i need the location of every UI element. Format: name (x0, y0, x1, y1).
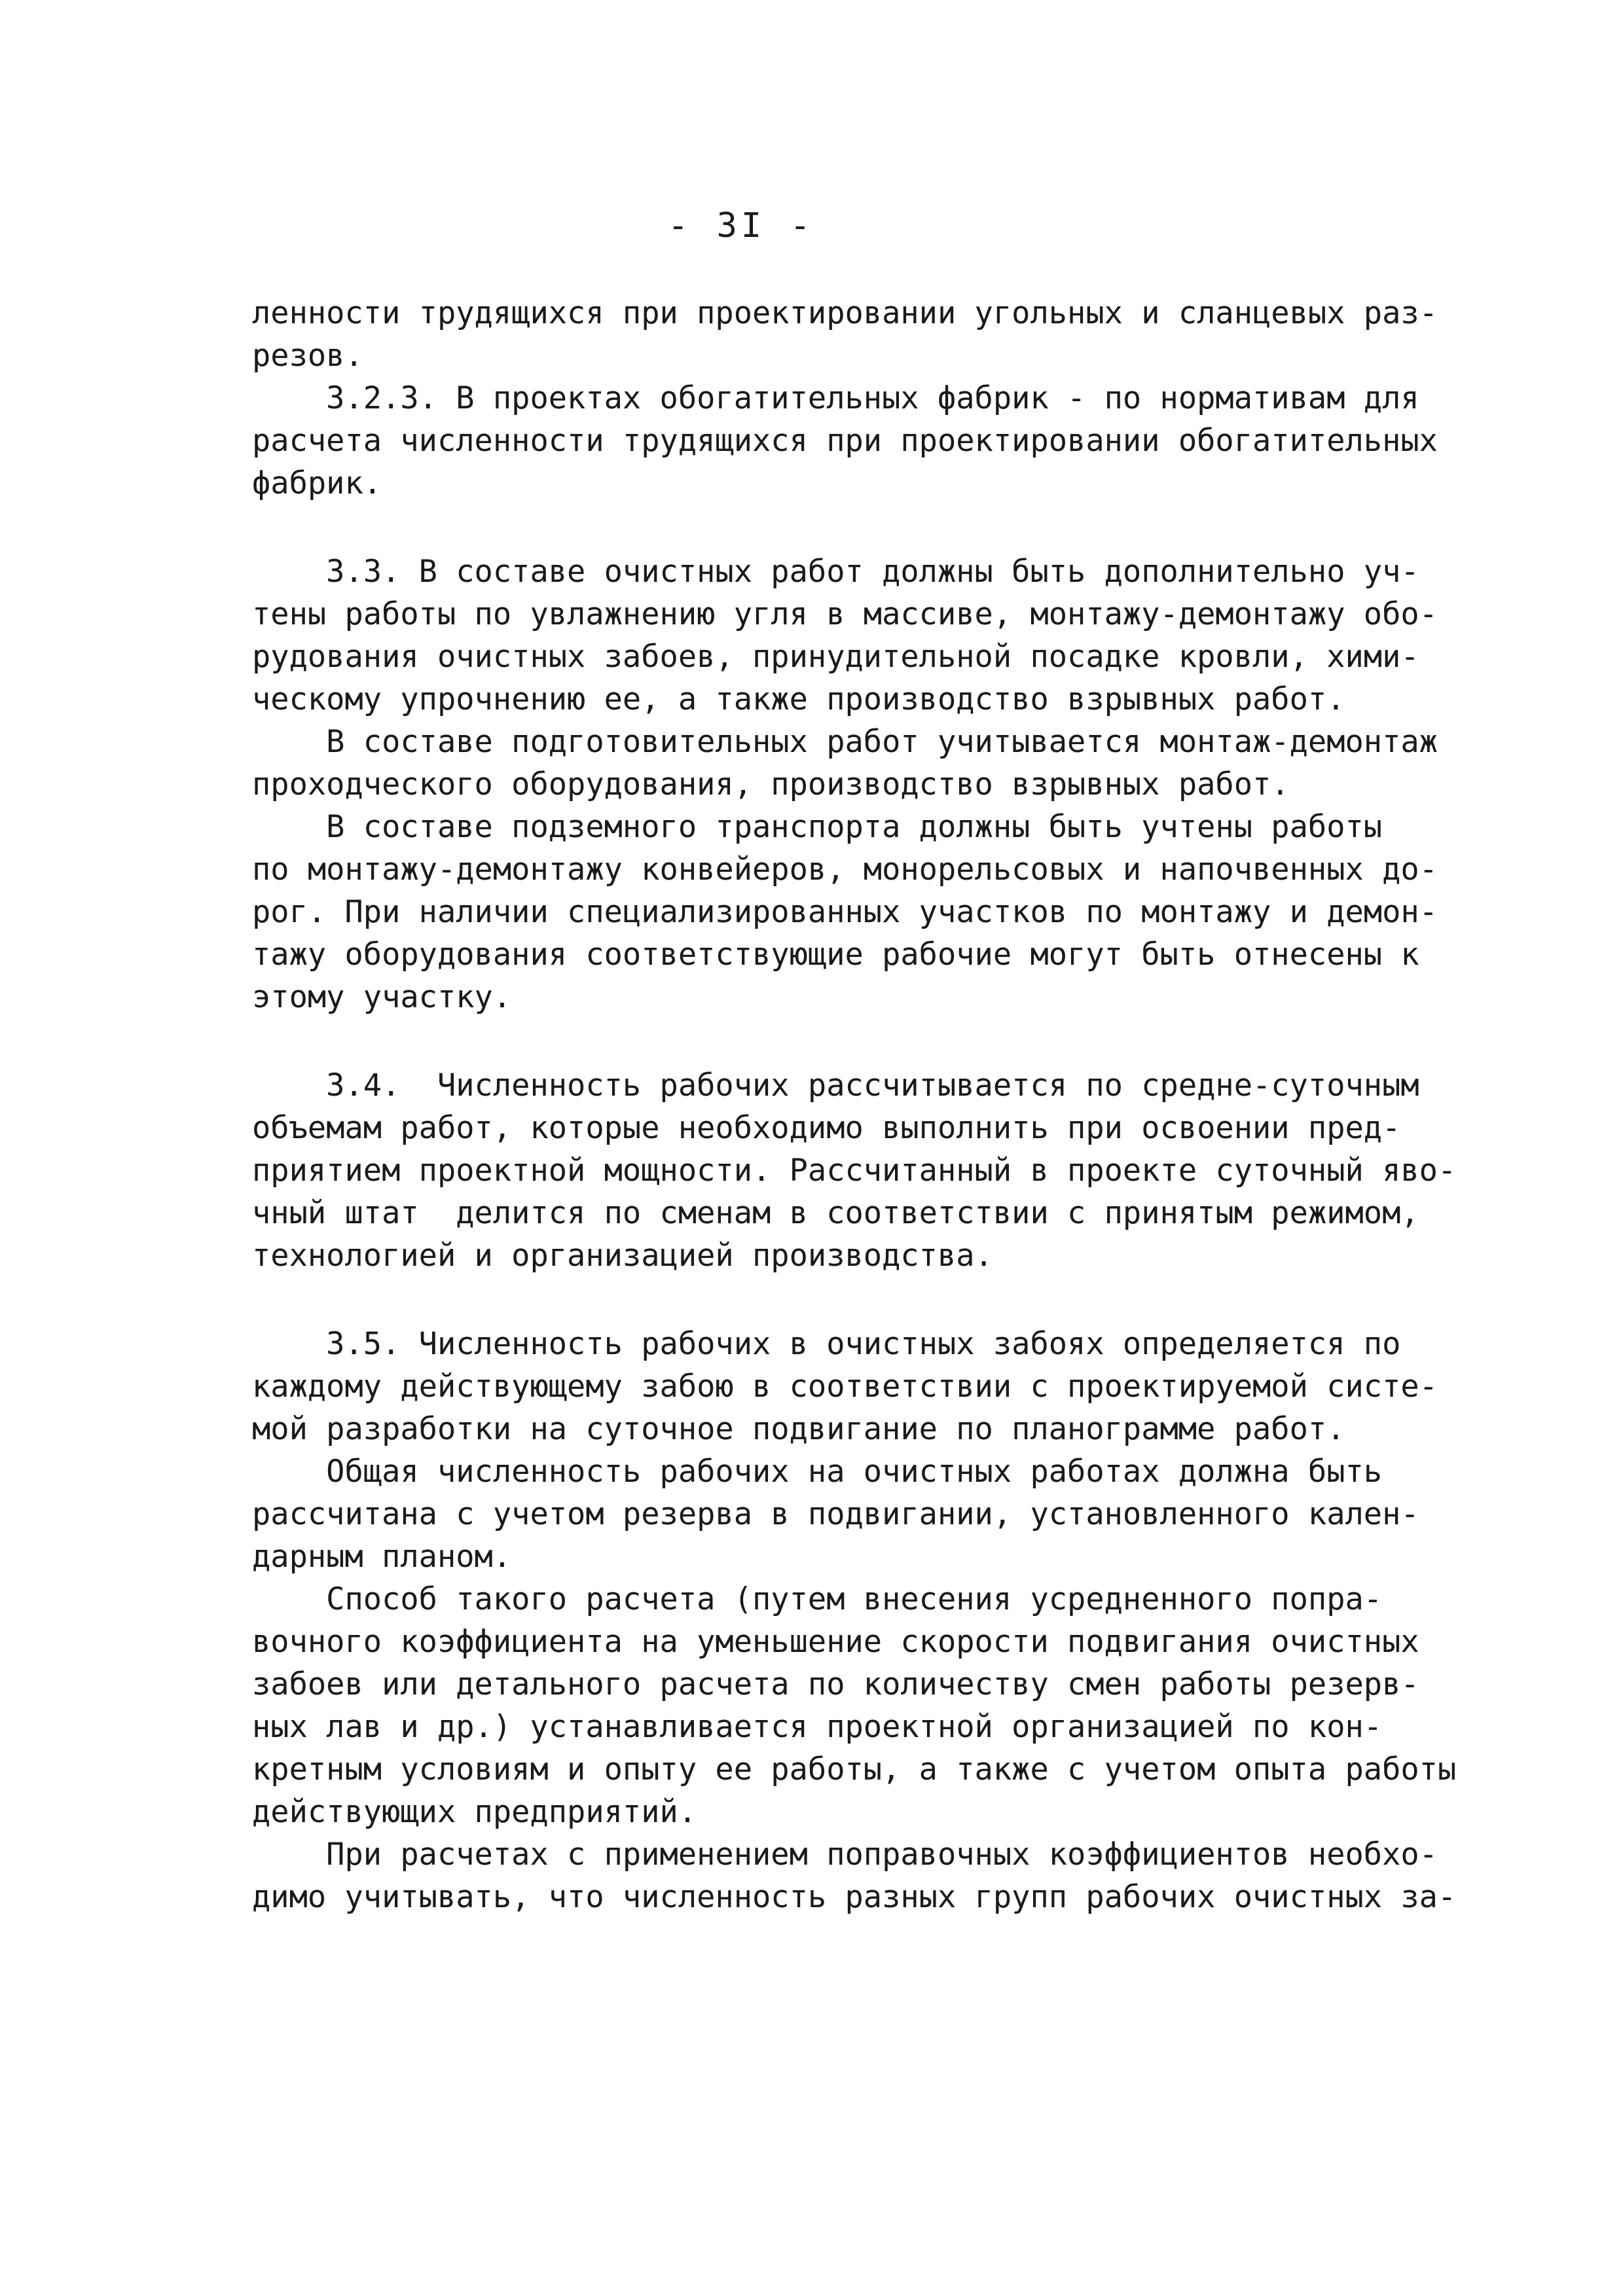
text-line: ленности трудящихся при проектировании угольных и сланцевых раз- (252, 295, 1438, 331)
text-line: 3.2.3. В проектах обогатительных фабрик - по нормативам для (252, 380, 1419, 416)
text-line: димо учитывать, что численность разных групп рабочих очистных за- (252, 1879, 1457, 1915)
text-line: ных лав и др.) устанавливается проектной организацией по кон- (252, 1709, 1383, 1745)
page-number: - 3I - (668, 206, 814, 245)
text-line: рог. При наличии специализированных участков по монтажу и демон- (252, 894, 1438, 930)
text-line: Общая численность рабочих на очистных работах должна быть (252, 1454, 1383, 1490)
text-line: 3.4. Численность рабочих рассчитывается по средне-суточным (252, 1067, 1419, 1103)
text-line: объемам работ, которые необходимо выполнить при освоении пред- (252, 1110, 1401, 1146)
text-line: приятием проектной мощности. Рассчитанный в проекте суточный яво- (252, 1153, 1457, 1189)
text-line: тены работы по увлажнению угля в массиве, монтажу-демонтажу обо- (252, 596, 1438, 632)
text-line: по монтажу-демонтажу конвейеров, монорельсовых и напочвенных до- (252, 852, 1438, 888)
text-line: рудования очистных забоев, принудительной посадке кровли, хими- (252, 639, 1419, 675)
text-line: забоев или детального расчета по количеству смен работы резерв- (252, 1666, 1419, 1702)
text-line: фабрик. (252, 465, 382, 501)
text-line: В составе подготовительных работ учитывается монтаж-демонтаж (252, 724, 1438, 760)
text-line: Способ такого расчета (путем внесения усредненного попра- (252, 1581, 1383, 1617)
text-line: чный штат делится по сменам в соответствии с принятым режимом, (252, 1195, 1419, 1231)
text-line: В составе подземного транспорта должны быть учтены работы (252, 809, 1383, 845)
text-line: резов. (252, 338, 363, 374)
text-line: проходческого оборудования, производство взрывных работ. (252, 766, 1290, 802)
text-line: ческому упрочнению ее, а также производство взрывных работ. (252, 681, 1345, 717)
text-line: каждому действующему забою в соответствии с проектируемой систе- (252, 1369, 1438, 1405)
text-line: 3.5. Численность рабочих в очистных забоях определяется по (252, 1326, 1401, 1362)
text-line: 3.3. В составе очистных работ должны быть дополнительно уч- (252, 554, 1419, 590)
text-line: дарным планом. (252, 1539, 512, 1575)
text-line: кретным условиям и опыту ее работы, а также с учетом опыта работы (252, 1751, 1457, 1787)
text-line: рассчитана с учетом резерва в подвигании, установленного кален- (252, 1496, 1419, 1532)
text-line: действующих предприятий. (252, 1794, 697, 1830)
text-line: При расчетах с применением поправочных коэффициентов необхо- (252, 1837, 1438, 1873)
text-line: вочного коэффициента на уменьшение скорости подвигания очистных (252, 1624, 1419, 1660)
text-line: этому участку. (252, 979, 512, 1015)
text-line: мой разработки на суточное подвигание по планограмме работ. (252, 1411, 1345, 1447)
text-line: расчета численности трудящихся при проектировании обогатительных (252, 423, 1438, 459)
text-line: технологией и организацией производства. (252, 1238, 993, 1274)
text-line: тажу оборудования соответствующие рабочие могут быть отнесены к (252, 937, 1419, 973)
